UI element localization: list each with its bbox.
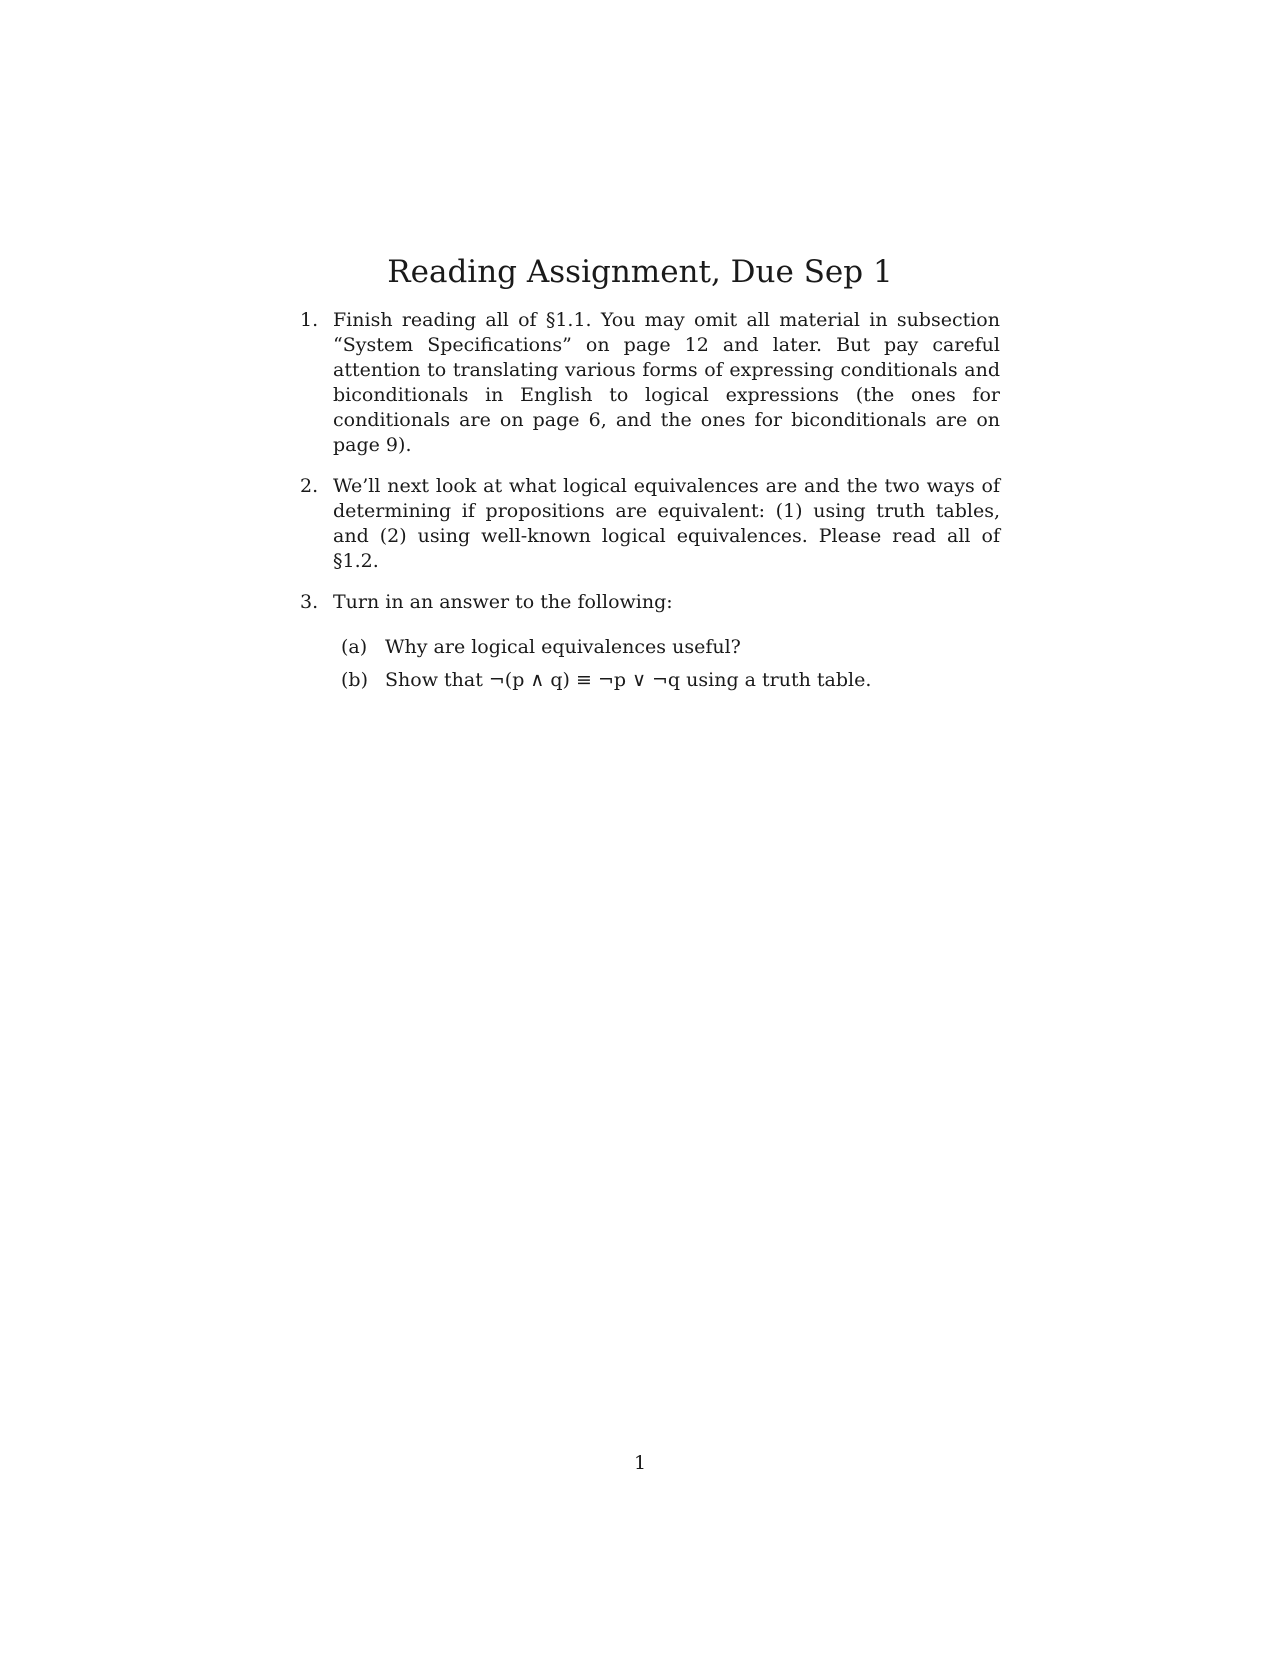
list-item-1 [300,308,1000,458]
page-number: 1 [633,1452,647,1474]
page-title: Reading Assignment, Due Sep 1 [387,254,893,290]
sub-item-text: Why are logical equivalences useful? [385,636,741,658]
sub-item-a [341,635,1000,660]
sub-item-label: (b) [341,669,368,691]
sub-item-text-after: using a truth table. [686,669,872,691]
assignment-list [300,308,1000,709]
item-text: Turn in an answer to the following: [333,591,673,613]
item-number: 1. [300,309,319,331]
item-text: We’ll next look at what logical equivalences are and the two ways of determining if propositions are equivalent: (1) using truth tables, and (2) using well-known logical equivalences. Please read all of §1.2. [333,475,1000,572]
sub-list [333,635,1000,693]
logic-expression: ¬(p ∧ q) ≡ ¬p ∨ ¬q [488,669,681,691]
sub-item-label: (a) [341,636,368,658]
list-item-3 [300,590,1000,693]
item-number: 3. [300,591,319,613]
sub-item-b [341,668,1000,693]
item-text: Finish reading all of §1.1. You may omit all material in subsection “System Specifications” on page 12 and later. But pay careful attention to translating various forms of expressing conditionals and biconditionals in English to logical expressions (the ones for conditionals are on page 6, and the ones for biconditionals are on page 9). [333,309,1000,456]
list-item-2 [300,474,1000,574]
item-number: 2. [300,475,319,497]
sub-item-text-before: Show that [385,669,483,691]
